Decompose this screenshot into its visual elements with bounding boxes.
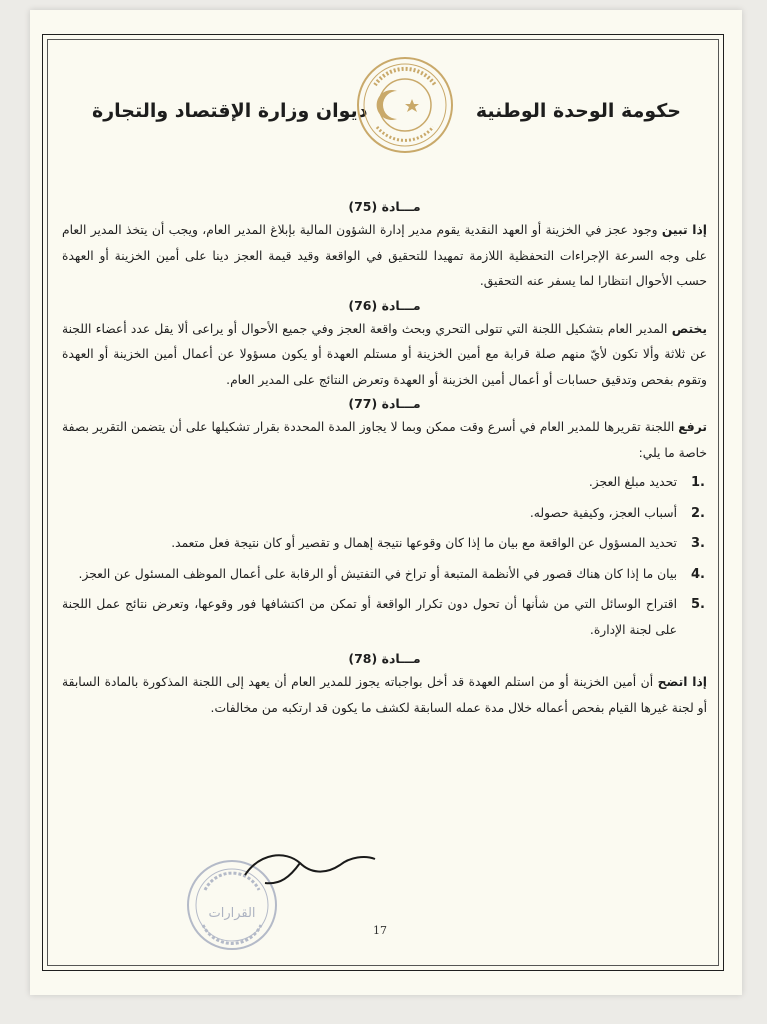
government-title: حكومة الوحدة الوطنية	[475, 100, 681, 122]
article-75-body: إذا تبين وجود عجز في الخزينة أو العهد النقدية يقوم مدير إدارة الشؤون المالية بإبلاغ المدير العام، ويجب أن يتخذ المدير العام على وجه السرعة الإجراءات التحفظية اللازمة تمهيدا للتحقيق في الواقعة وقيد قيمة العجز دينا على أمين الخزينة أو العهدة حسب الأحوال انتظارا لما يسفر عنه التحقيق.	[62, 223, 708, 288]
article-76-body: يختص المدير العام بتشكيل اللجنة التي تتولى التحري وبحث واقعة العجز وفي جميع الأحوال أو يراعى ألا يقل عدد أعضاء اللجنة عن ثلاثة وألا تكون لأيّ منهم صلة قرابة مع أمين الخزينة أو مستلم العهدة أو يكون مسؤولا عن أعمال أمين الخزينة أو العهدة وتقوم بفحص وتدقيق حسابات أو أعمال أمين الخزينة أو العهدة وتعرض النتائج على المدير العام.	[62, 321, 707, 387]
ministry-title: ديوان وزارة الإقتصاد والتجارة	[92, 100, 368, 122]
svg-text:القرارات: القرارات	[208, 906, 256, 921]
article-77-title: مـــادة (77)	[348, 396, 421, 411]
article-77-list	[62, 470, 707, 643]
list-item: 1. تحديد مبلغ العجز.	[588, 475, 705, 490]
article-75-title: مـــادة (75)	[348, 199, 421, 214]
list-item: 4. بيان ما إذا كان هناك قصور في الأنظمة المتبعة أو تراخ في التفتيش أو الرقابة على أعمال الموظف المسئول عن العجز.	[78, 566, 705, 582]
list-item: 3. تحديد المسؤول عن الواقعة مع بيان ما إذا كان وقوعها نتيجة إهمال و تقصير أو كان نتيجة فعل متعمد.	[171, 536, 705, 551]
document-body	[62, 196, 707, 721]
list-item: 5. اقتراح الوسائل التي من شأنها أن تحول دون تكرار الواقعة أو تمكن من اكتشافها فور وقوعها، وتعرض نتائج عمل اللجنة على لجنة الإدارة.	[62, 597, 705, 637]
list-item: 2. أسباب العجز، وكيفية حصوله.	[529, 505, 705, 521]
state-emblem-icon	[355, 55, 455, 155]
article-78-title: مـــادة (78)	[348, 651, 421, 666]
article-78-body: إذا اتضح أن أمين الخزينة أو من استلم العهدة قد أخل بواجباته يجوز للمدير العام أن يعهد إلى اللجنة المذكورة بالمادة السابقة أو لجنة غيرها القيام بفحص أعماله خلال مدة عمله السابقة لكشف ما يكون قد ارتكبه من مخالفات.	[62, 675, 707, 715]
article-76-title: مـــادة (76)	[348, 297, 421, 313]
article-77-body: ترفع اللجنة تقريرها للمدير العام في أسرع وقت ممكن وبما لا يجاوز المدة المحددة بقرار تشكيلها على أن يتضمن التقرير بصفة خاصة ما يلي:	[62, 420, 707, 460]
page-number: 17	[373, 924, 387, 937]
signature-icon	[240, 845, 380, 890]
